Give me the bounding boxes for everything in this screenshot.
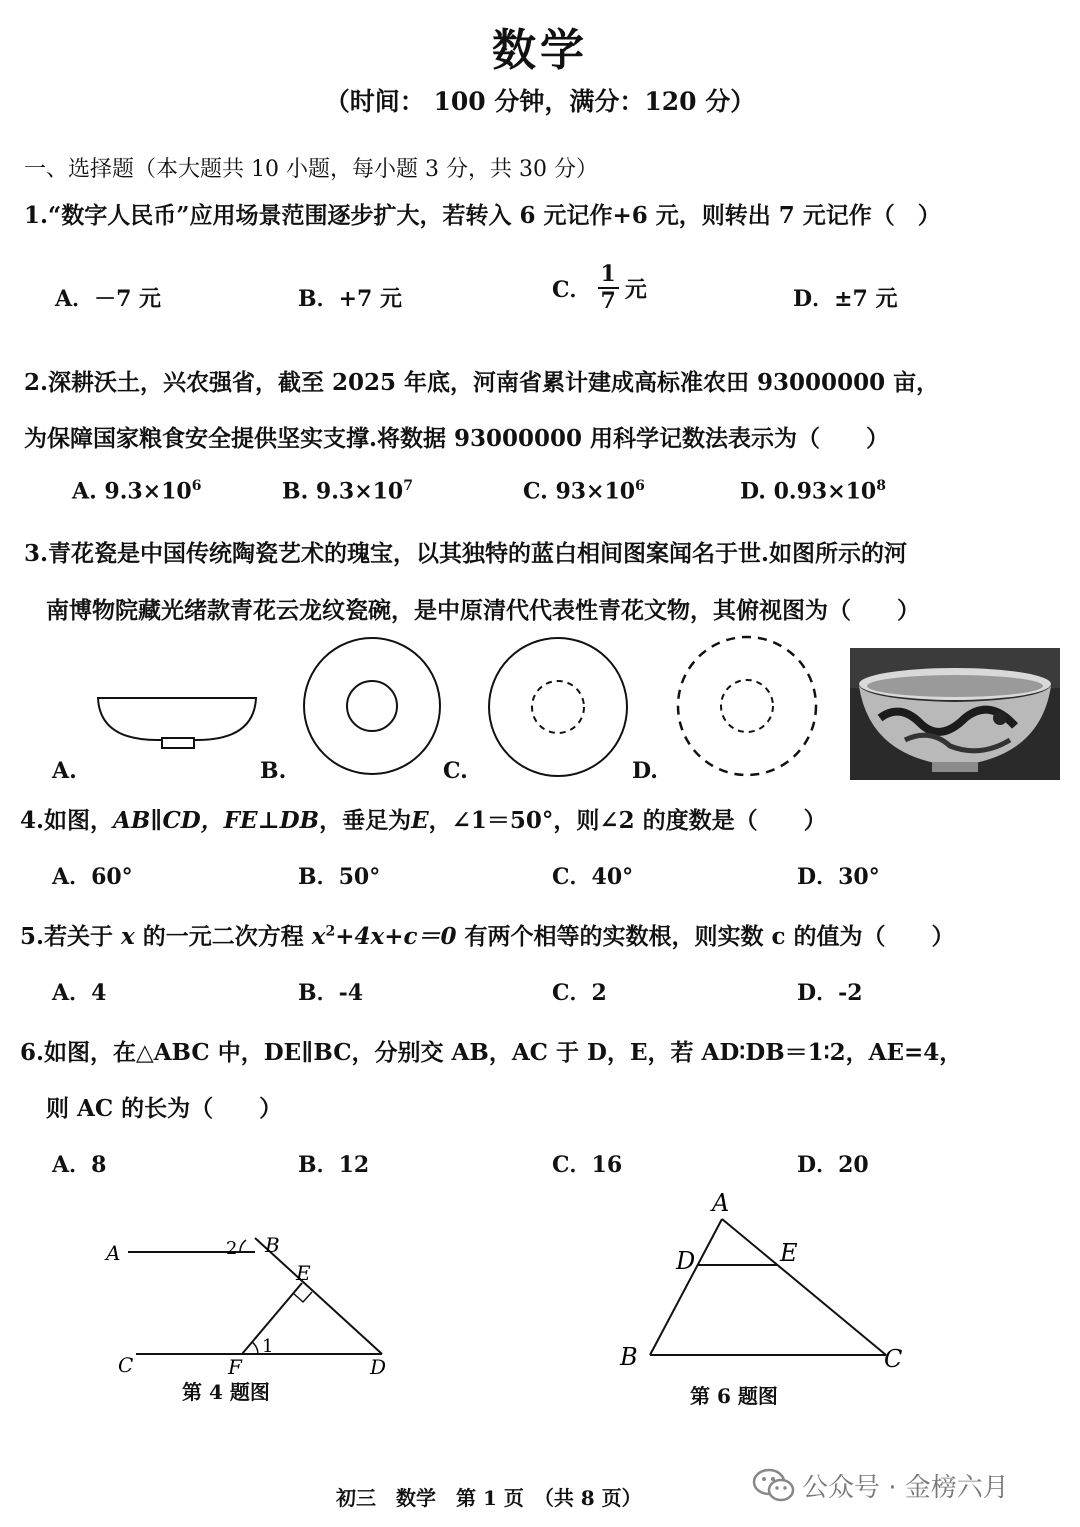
q5-eq-sup: 2 <box>325 923 336 940</box>
question-2-stem-line2: 为保障国家粮食安全提供坚实支撑.将数据 93000000 用科学记数法表示为（ ） <box>24 425 890 452</box>
fig4-label-d: D <box>370 1355 387 1379</box>
q1-fraction-denominator: 7 <box>600 288 616 315</box>
question-5-stem <box>20 918 955 951</box>
q2-option-c-exp: 6 <box>635 478 645 494</box>
angle-2-arc <box>240 1240 246 1252</box>
q4-option-b: B．50° <box>298 864 381 890</box>
wechat-icon <box>752 1466 796 1504</box>
angle-1-arc <box>252 1342 258 1354</box>
porcelain-bowl-photo <box>850 648 1060 780</box>
q5-option-b: B．-4 <box>298 980 364 1006</box>
question-6-stem-line1: 6.如图，在△ABC 中，DE∥BC，分别交 AB，AC 于 D，E，若 AD∶DB＝1∶2，AE=4， <box>20 1039 963 1066</box>
figure-6-caption: 第 6 题图 <box>690 1384 778 1408</box>
top-view-solid-circles-figure <box>300 634 444 778</box>
page-title: 数学 <box>492 25 588 76</box>
q2-option-c <box>523 478 645 504</box>
fig4-label-f: F <box>228 1355 242 1379</box>
exam-subtitle: （时间： 100 分钟，满分：120 分） <box>324 87 756 116</box>
question-3-stem-line1: 3.青花瓷是中国传统陶瓷艺术的瑰宝，以其独特的蓝白相间图案闻名于世.如图所示的河 <box>24 540 908 567</box>
question-4-stem <box>20 802 827 835</box>
q5-option-a: A．4 <box>52 980 107 1006</box>
fig4-label-a: A <box>106 1241 121 1265</box>
q6-option-a: A．8 <box>52 1152 107 1178</box>
q4-option-c: C．40° <box>552 864 634 890</box>
q5-stem-pre: 5.若关于 <box>20 923 122 950</box>
q5-option-c: C．2 <box>552 980 607 1006</box>
q3-label-d: D. <box>632 758 658 784</box>
q3-label-c: C. <box>443 758 468 784</box>
q2-option-d-exp: 8 <box>876 478 886 494</box>
figure-question-4 <box>100 1228 410 1388</box>
q4-stem-mid: ，垂足为 <box>319 807 412 834</box>
q5-stem-x: x <box>121 923 135 950</box>
q6-option-d: D．20 <box>797 1152 869 1178</box>
fig6-label-d: D <box>676 1247 696 1275</box>
question-3-stem-line2: 南博物院藏光绪款青花云龙纹瓷碗，是中原清代代表性青花文物，其俯视图为（ ） <box>46 597 920 624</box>
bowl-side-view-figure <box>90 690 265 750</box>
q5-stem-mid: 的一元二次方程 <box>134 923 312 950</box>
q1-fraction-numerator: 1 <box>598 262 619 289</box>
q4-stem-pre: 4.如图， <box>20 807 114 834</box>
q6-option-c: C．16 <box>552 1152 623 1178</box>
q4-option-d: D．30° <box>797 864 880 890</box>
question-2-stem-line1: 2.深耕沃土，兴农强省，截至 2025 年底，河南省累计建成高标准农田 93000000 亩， <box>24 369 940 396</box>
fig6-label-e: E <box>780 1239 798 1267</box>
q2-option-b <box>282 478 413 504</box>
figure-4-caption: 第 4 题图 <box>182 1380 270 1404</box>
q5-eq-rest: +4x+c＝0 <box>335 923 457 950</box>
q1-fraction <box>598 262 619 315</box>
q4-stem-e: E <box>411 807 429 834</box>
fig4-angle-1-label: 1 <box>262 1336 274 1357</box>
q2-option-b-base: B. 9.3×10 <box>282 478 404 505</box>
q2-option-d-base: D. 0.93×10 <box>740 478 877 505</box>
fig6-label-a: A <box>712 1189 730 1217</box>
q5-eq-x: x <box>311 923 326 950</box>
fig4-angle-2-label: 2 <box>226 1238 238 1259</box>
q2-option-a-exp: 6 <box>191 478 202 494</box>
side-ac <box>722 1219 886 1355</box>
q4-option-a: A．60° <box>52 864 133 890</box>
fig4-label-b: B <box>265 1233 280 1257</box>
question-1-stem: 1.“数字人民币”应用场景范围逐步扩大，若转入 6 元记作+6 元，则转出 7 元记作（ ） <box>24 202 941 229</box>
q4-stem-math: AB∥CD，FE⊥DB <box>113 807 320 834</box>
top-view-dashed-inner-circle-figure <box>485 634 631 780</box>
q1-option-c-letter: C． <box>552 276 592 303</box>
right-angle-marker <box>293 1292 312 1302</box>
fig6-label-b: B <box>620 1343 638 1371</box>
q2-option-a-base: A. 9.3×10 <box>72 478 192 505</box>
q3-label-a: A. <box>52 758 77 784</box>
q1-option-a: A．－7 元 <box>55 286 162 312</box>
watermark <box>752 1466 1009 1504</box>
q2-option-a <box>72 478 201 504</box>
fig6-label-c: C <box>884 1345 903 1373</box>
q1-option-d: D．±7 元 <box>793 286 898 312</box>
q5-option-d: D．-2 <box>797 980 863 1006</box>
figure-question-6 <box>612 1185 912 1380</box>
fig4-label-e: E <box>296 1261 311 1285</box>
q2-option-d <box>740 478 886 504</box>
q1-option-c <box>552 262 647 315</box>
watermark-text: 公众号 · 金榜六月 <box>802 1472 1009 1503</box>
fig4-label-c: C <box>118 1353 134 1377</box>
section-heading: 一、选择题（本大题共 10 小题，每小题 3 分，共 30 分） <box>24 157 598 182</box>
q1-option-b: B．+7 元 <box>298 286 402 312</box>
question-6-stem-line2: 则 AC 的长为（ ） <box>46 1095 283 1122</box>
top-view-all-dashed-circles-figure <box>673 632 821 780</box>
q3-label-b: B. <box>260 758 287 784</box>
q5-stem-post: 有两个相等的实数根，则实数 c 的值为（ ） <box>456 923 955 950</box>
q2-option-b-exp: 7 <box>403 478 413 494</box>
page-footer: 初三 数学 第 1 页 （共 8 页） <box>336 1486 642 1510</box>
q6-option-b: B．12 <box>298 1152 370 1178</box>
q4-stem-post: ，∠1＝50°，则∠2 的度数是（ ） <box>428 807 827 834</box>
q2-option-c-base: C. 93×10 <box>523 478 636 505</box>
side-ab <box>650 1219 722 1355</box>
q1-option-c-unit: 元 <box>624 276 647 303</box>
